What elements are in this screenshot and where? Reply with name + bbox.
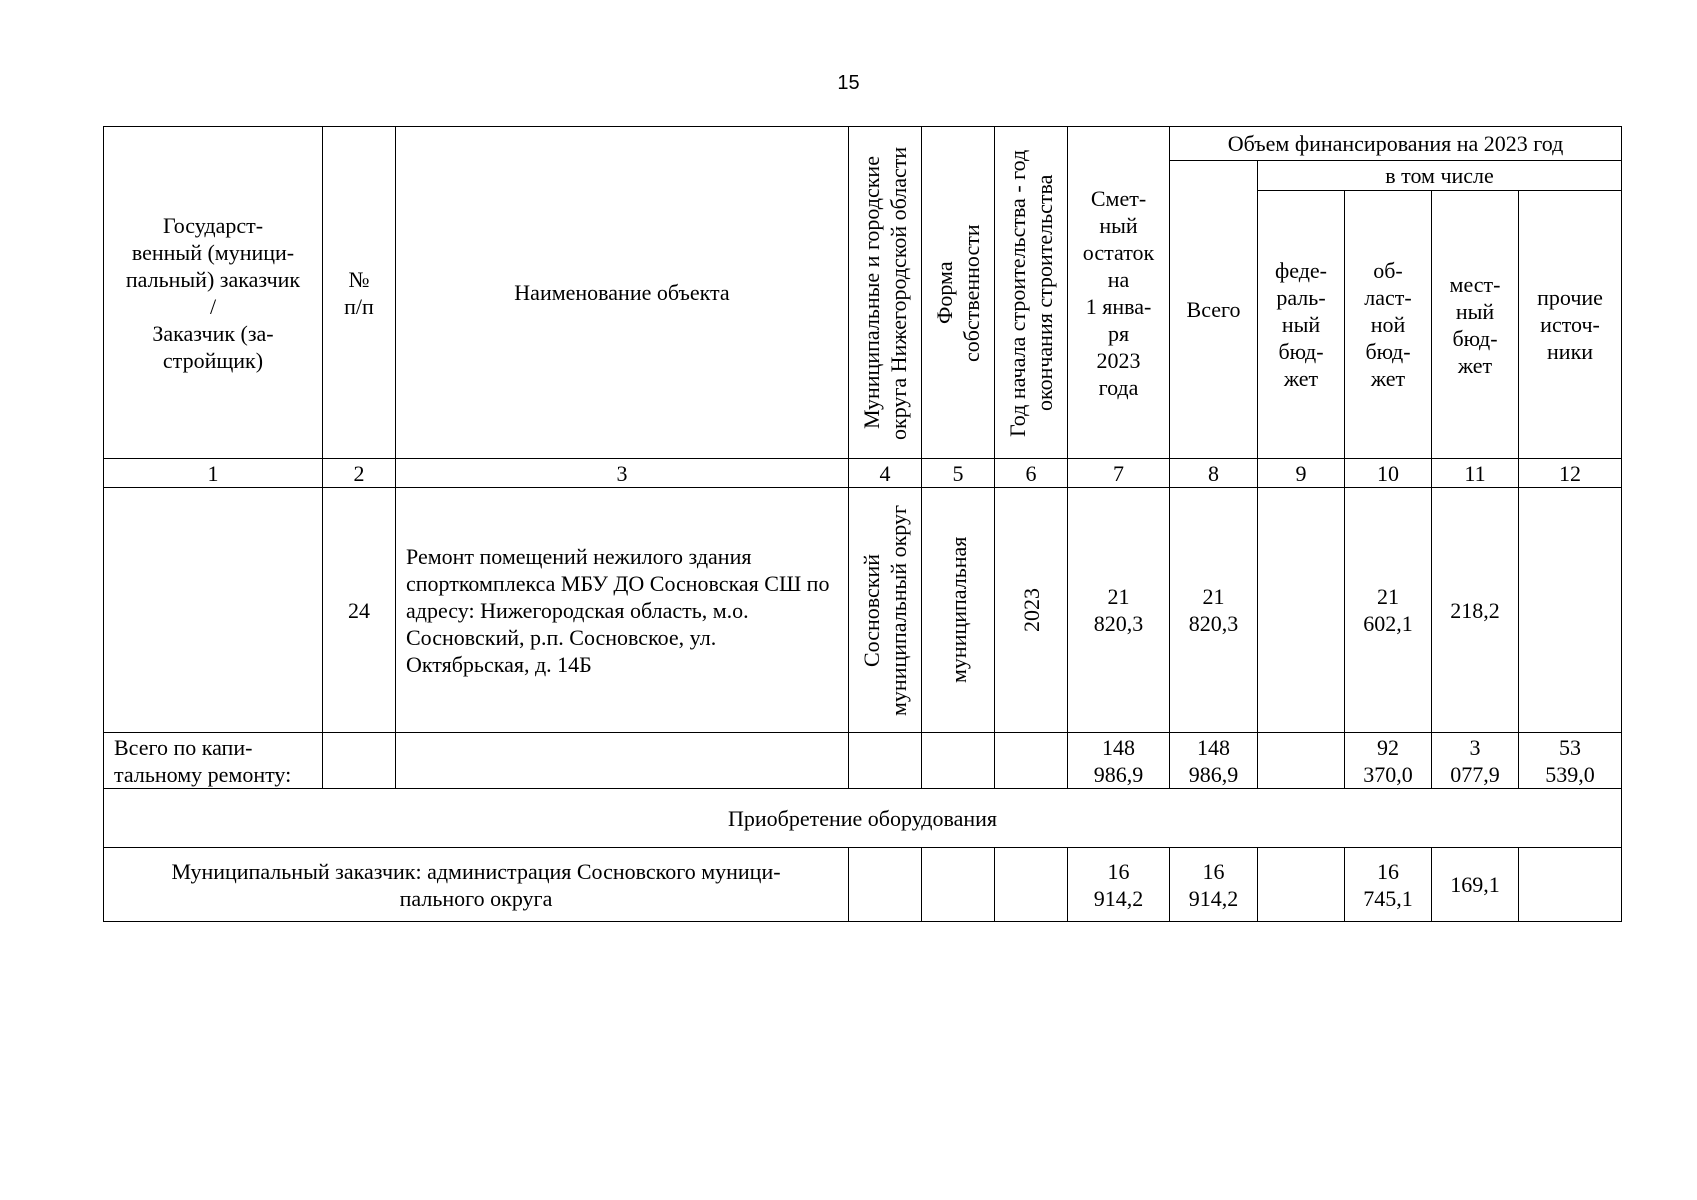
object-years-text: 2023: [1018, 588, 1044, 632]
customer-regional: 16 745,1: [1345, 848, 1432, 922]
header-years: [995, 127, 1068, 459]
object-years: [995, 488, 1068, 733]
column-number: 11: [1432, 459, 1519, 488]
header-ownership: [922, 127, 995, 459]
customer-label: Муниципальный заказчик: администрация Сосновского муници- пального округа: [104, 848, 849, 922]
header-estimate-balance: Смет- ный остаток на 1 янва- ря 2023 года: [1068, 127, 1170, 459]
column-number: 10: [1345, 459, 1432, 488]
column-number: 1: [104, 459, 323, 488]
page-number: 15: [837, 72, 860, 94]
object-total: 21 820,3: [1170, 488, 1258, 733]
header-district-text: Муниципальные и городские округа Нижегородской области: [859, 145, 911, 440]
header-object-name: Наименование объекта: [396, 127, 849, 459]
total-empty-cell: [995, 733, 1068, 789]
customer-federal: [1258, 848, 1345, 922]
customer-empty-cell: [849, 848, 922, 922]
capital-repair-table: [103, 126, 1622, 922]
object-district-text: Сосновский муниципальный округ: [859, 504, 911, 716]
column-number: 9: [1258, 459, 1345, 488]
customer-other: [1519, 848, 1622, 922]
total-label: Всего по капи- тальному ремонту:: [104, 733, 323, 789]
customer-local: 169,1: [1432, 848, 1519, 922]
table-row-object: [104, 488, 1622, 733]
total-empty-cell: [849, 733, 922, 789]
column-number: 8: [1170, 459, 1258, 488]
total-empty-cell: [922, 733, 995, 789]
object-ownership-text: муниципальная: [945, 536, 971, 684]
column-number: 3: [396, 459, 849, 488]
object-customer: [104, 488, 323, 733]
total-empty-cell: [323, 733, 396, 789]
header-regional-budget: об- ласт- ной бюд- жет: [1345, 191, 1432, 459]
object-regional: 21 602,1: [1345, 488, 1432, 733]
customer-estimate: 16 914,2: [1068, 848, 1170, 922]
table-row-customer: [104, 848, 1622, 922]
object-other: [1519, 488, 1622, 733]
object-local: 218,2: [1432, 488, 1519, 733]
header-funding-group: Объем финансирования на 2023 год: [1170, 127, 1622, 161]
total-total: 148 986,9: [1170, 733, 1258, 789]
column-number: 12: [1519, 459, 1622, 488]
total-estimate: 148 986,9: [1068, 733, 1170, 789]
section-title: Приобретение оборудования: [104, 789, 1622, 848]
header-customer: Государст- венный (муници- пальный) заказчик / Заказчик (за- стройщик): [104, 127, 323, 459]
total-empty-cell: [396, 733, 849, 789]
header-district: [849, 127, 922, 459]
column-number: 5: [922, 459, 995, 488]
object-estimate: 21 820,3: [1068, 488, 1170, 733]
object-number: 24: [323, 488, 396, 733]
customer-empty-cell: [995, 848, 1068, 922]
column-number: 6: [995, 459, 1068, 488]
object-ownership: [922, 488, 995, 733]
column-number: 2: [323, 459, 396, 488]
header-federal-budget: феде- раль- ный бюд- жет: [1258, 191, 1345, 459]
total-federal: [1258, 733, 1345, 789]
column-number: 4: [849, 459, 922, 488]
total-local: 3 077,9: [1432, 733, 1519, 789]
table-row-total: [104, 733, 1622, 789]
object-district: [849, 488, 922, 733]
header-ownership-text: Форма собственности: [932, 223, 984, 362]
header-including: в том числе: [1258, 161, 1622, 191]
header-total: Всего: [1170, 161, 1258, 459]
header-number: № п/п: [323, 127, 396, 459]
customer-total: 16 914,2: [1170, 848, 1258, 922]
total-regional: 92 370,0: [1345, 733, 1432, 789]
total-other: 53 539,0: [1519, 733, 1622, 789]
column-number: 7: [1068, 459, 1170, 488]
header-local-budget: мест- ный бюд- жет: [1432, 191, 1519, 459]
header-years-text: Год начала строительства - год окончания строительства: [1005, 148, 1057, 437]
column-number-row: [104, 459, 1622, 488]
header-other-sources: прочие источ- ники: [1519, 191, 1622, 459]
object-name: Ремонт помещений нежилого здания спорткомплекса МБУ ДО Сосновская СШ по адресу: Нижегородская область, м.о. Сосновский, р.п. Сосновское, ул. Октябрьская, д. 14Б: [396, 488, 849, 733]
table-row-section: [104, 789, 1622, 848]
customer-empty-cell: [922, 848, 995, 922]
object-federal: [1258, 488, 1345, 733]
